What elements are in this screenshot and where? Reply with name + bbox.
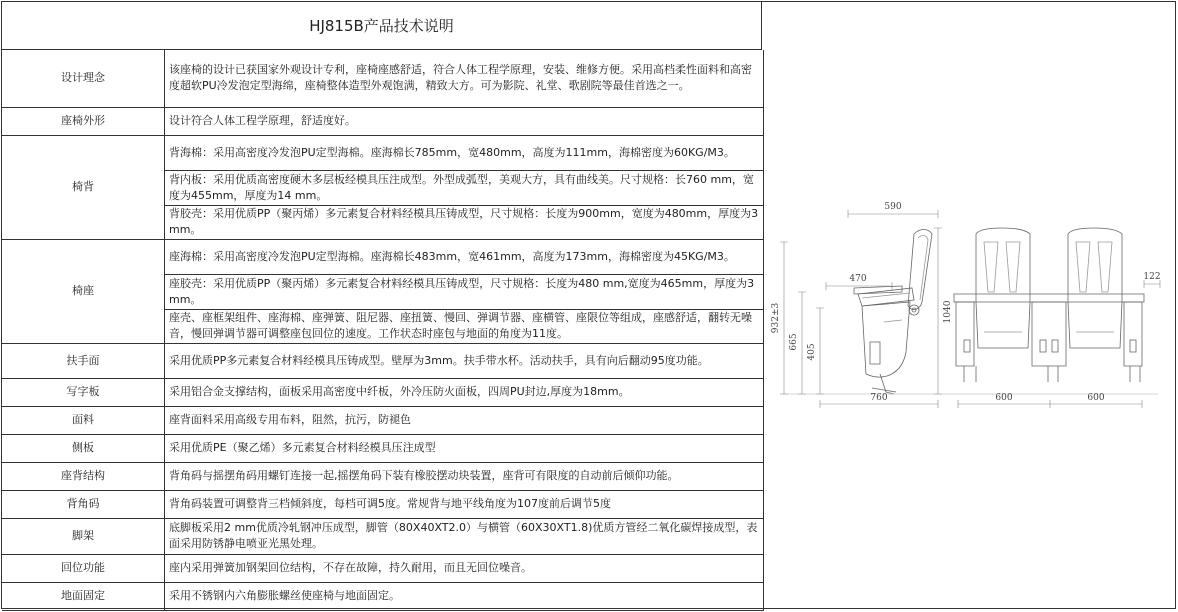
- row-desc: 背海棉：采用高密度冷发泡PU定型海棉。座海棉长785mm，宽480mm，高度为111mm，海棉密度为60KG/M3。: [165, 135, 764, 170]
- row-label: 面料: [2, 406, 165, 434]
- table-row: [2, 462, 764, 490]
- row-label: 扶手面: [2, 343, 165, 378]
- dim-470: 470: [849, 274, 867, 284]
- chair-drawing-svg: [762, 2, 1176, 608]
- front-side-panel: [1124, 302, 1142, 366]
- row-desc: 背胶壳：采用优质PP（聚丙烯）多元素复合材料经模具压铸成型，尺寸规格：长度为900mm，宽度为480mm，厚度为3 mm。: [165, 205, 764, 239]
- table-row: [2, 107, 764, 135]
- front-armrest: [1030, 294, 1068, 302]
- front-seat-right: [1068, 302, 1122, 348]
- row-desc: 背角码装置可调整背三档倾斜度，每档可调5度。常规背与地平线角度为107度前后调节5度: [165, 490, 764, 518]
- technical-drawing: [762, 2, 1176, 608]
- side-foot: [872, 388, 896, 392]
- front-armrest: [954, 294, 976, 302]
- row-desc: 底脚板采用2 mm优质冷轧钢冲压成型，脚管（80X40XT2.0）与横管（60X30XT1.8)优质方管经二氧化碳焊接成型，表面采用防锈静电喷亚光黑处理。: [165, 518, 764, 554]
- row-label: 写字板: [2, 378, 165, 406]
- table-row: [2, 343, 764, 378]
- row-desc: 采用优质PE（聚乙烯）多元素复合材料经模具压注成型: [165, 434, 764, 462]
- dimension-lines: [780, 210, 1160, 408]
- dim-600-left: 600: [995, 393, 1013, 403]
- front-seat-left: [976, 302, 1030, 348]
- row-label: 背角码: [2, 490, 165, 518]
- dim-932: 932±3: [771, 302, 781, 334]
- front-view: [954, 228, 1144, 382]
- table-row: [2, 554, 764, 582]
- row-desc: 采用铝合金支撑结构，面板采用高密度中纤板，外冷压防火面板，四周PU封边,厚度为18mm。: [165, 378, 764, 406]
- table-row: [2, 378, 764, 406]
- spec-sheet: [1, 1, 1176, 609]
- row-desc: 座胶壳：采用优质PP（聚丙烯）多元素复合材料经模具压铸成型，尺寸规格：长度为480 mm,宽度为465mm，厚度为3 mm。: [165, 274, 764, 309]
- row-desc: 座内采用弹簧加钢架回位结构，不存在故障，持久耐用，而且无回位噪音。: [165, 554, 764, 582]
- table-row: [2, 582, 764, 610]
- table-row: [2, 135, 764, 170]
- side-view: [854, 230, 932, 395]
- row-desc: 座海棉：采用高密度冷发泡PU定型海棉。座海棉长483mm，宽461mm，高度为173mm，海棉密度为45KG/M3。: [165, 239, 764, 274]
- row-desc: 采用不锈钢内六角膨胀螺丝使座椅与地面固定。: [165, 582, 764, 610]
- row-desc: 设计符合人体工程学原理，舒适度好。: [165, 107, 764, 135]
- dim-760: 760: [870, 393, 888, 403]
- row-desc: 采用优质PP多元素复合材料经模具压铸成型。壁厚为3mm。扶手带水杯。活动扶手，具有向后翻动95度功能。: [165, 343, 764, 378]
- row-label: 椅座: [2, 239, 165, 343]
- dim-665: 665: [789, 333, 799, 351]
- sheet-title: HJ815B产品技术说明: [2, 2, 762, 50]
- front-side-panel: [1032, 302, 1066, 366]
- row-label: 脚架: [2, 518, 165, 554]
- dim-405: 405: [807, 343, 817, 361]
- table-row: [2, 406, 764, 434]
- row-desc: 该座椅的设计已获国家外观设计专利，座椅座感舒适，符合人体工程学原理，安装、维修方便。采用高档柔性面料和高密度超软PU冷发泡定型海绵，座椅整体造型外观饱满，精致大方。可为影院、礼堂、歌剧院等最佳首选之一。: [165, 50, 764, 107]
- side-pivot: [909, 305, 919, 315]
- front-side-panel: [956, 302, 974, 366]
- dim-600-right: 600: [1087, 393, 1105, 403]
- row-label: 椅背: [2, 135, 165, 239]
- row-label: 回位功能: [2, 554, 165, 582]
- row-label: 侧板: [2, 434, 165, 462]
- side-seat: [858, 288, 914, 306]
- front-backrest-right: [1068, 228, 1122, 294]
- dim-1040: 1040: [943, 300, 953, 324]
- dim-122: 122: [1143, 272, 1161, 282]
- side-panel: [862, 302, 910, 377]
- dim-590: 590: [884, 202, 902, 212]
- row-label: 座椅外形: [2, 107, 165, 135]
- row-desc: 背内板：采用优质高密度硬木多层板经模具压注成型。外型成弧型，美观大方，具有曲线美。尺寸规格：长760 mm，宽度为455mm，厚度为14 mm。: [165, 170, 764, 205]
- row-desc: 座背面料采用高级专用布料，阻然，抗污，防褪色: [165, 406, 764, 434]
- row-label: 座背结构: [2, 462, 165, 490]
- table-row: [2, 490, 764, 518]
- front-backrest-left: [976, 228, 1030, 294]
- table-row: [2, 434, 764, 462]
- row-desc: 背角码与摇摆角码用螺钉连接一起,摇摆角码下装有橡胶摆动块装置，座背可有限度的自动前后倾仰功能。: [165, 462, 764, 490]
- spec-table: [2, 50, 764, 611]
- row-label: 地面固定: [2, 582, 165, 610]
- table-row: [2, 518, 764, 554]
- row-desc: 座壳、座框架组件、座海棉、座弹簧、阻尼器、座扭簧、慢回、弹调节器、座横管、座限位等组成，座感舒适，翻转无噪音，慢回弹调节器可调整座包回位的速度。工作状态时座包与地面的角度为11度。: [165, 309, 764, 343]
- table-row: [2, 50, 764, 107]
- table-row: [2, 239, 764, 274]
- row-label: 设计理念: [2, 50, 165, 107]
- front-armrest: [1122, 294, 1144, 302]
